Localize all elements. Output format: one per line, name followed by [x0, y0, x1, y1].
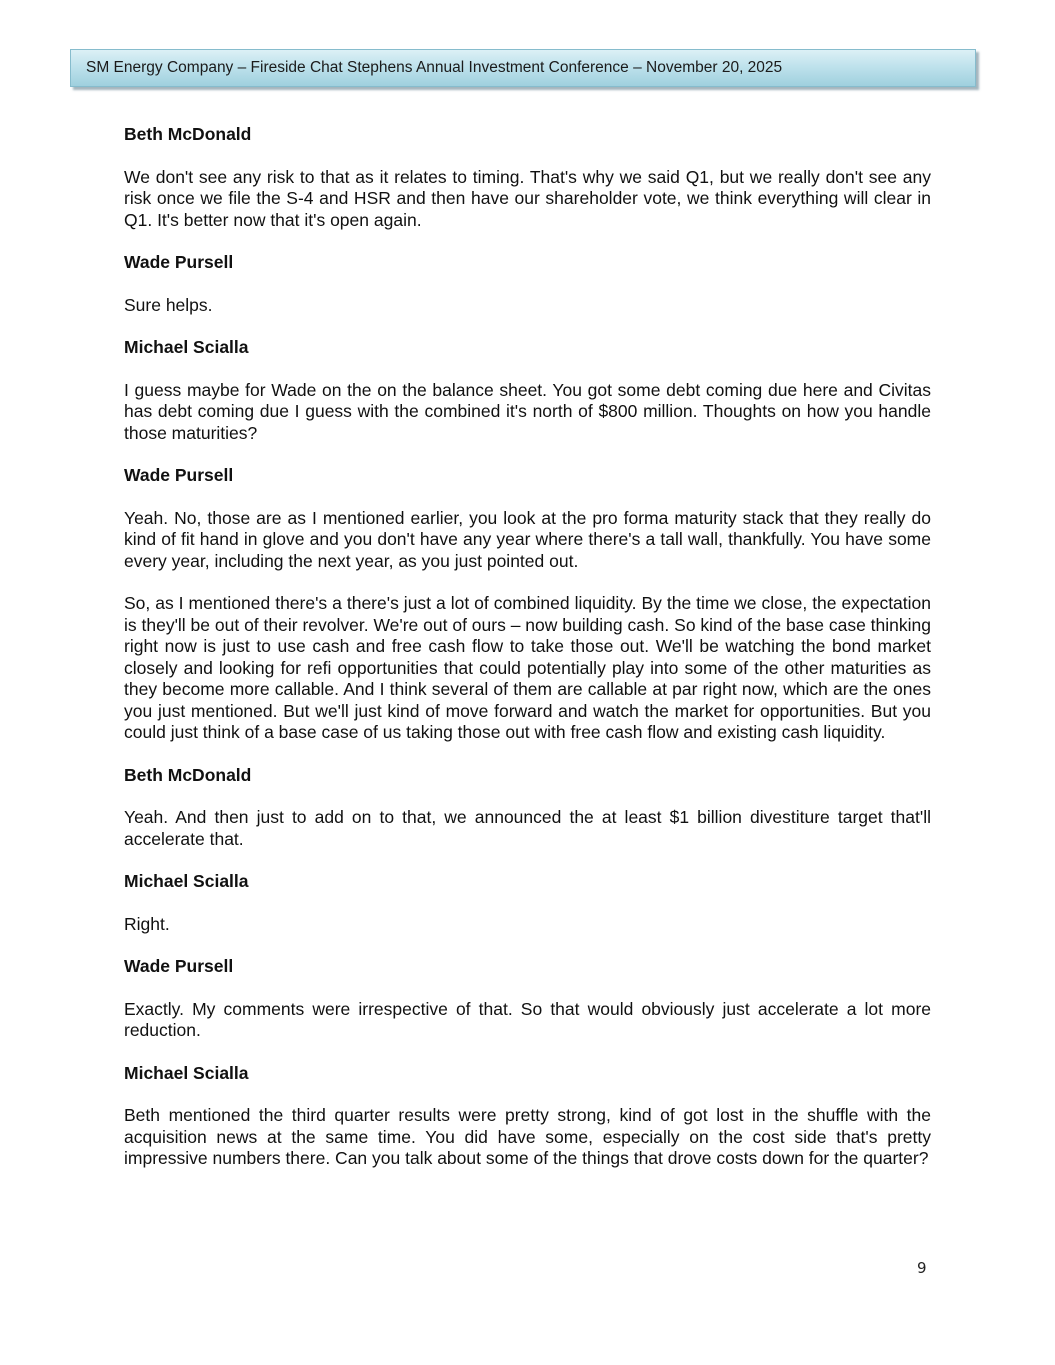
transcript-paragraph: Beth mentioned the third quarter results were pretty strong, kind of got lost in the shuffle with the acquisition news at the same time. You did have some, especially on the cost side that's pretty impressive numbers there. Can you talk about some of the things that drove costs down for the quarter? [124, 1105, 931, 1168]
transcript-paragraph: Yeah. And then just to add on to that, we announced the at least $1 billion divestiture target that'll accelerate that. [124, 807, 931, 849]
transcript-paragraph: Right. [124, 913, 170, 934]
speaker-name: Michael Scialla [124, 871, 249, 891]
speaker-name: Beth McDonald [124, 764, 252, 785]
transcript-paragraph: We don't see any risk to that as it relates to timing. That's why we said Q1, but we really don't see any risk once we file the S-4 and HSR and then have our shareholder vote, we think everything will clear in Q1. It's better now that it's open again. [124, 166, 931, 230]
speaker-name: Wade Pursell [124, 956, 234, 976]
speaker-name: Michael Scialla [124, 337, 249, 357]
page-number: 9 [917, 1259, 927, 1277]
header-banner [70, 49, 976, 87]
transcript-paragraph: I guess maybe for Wade on the on the balance sheet. You got some debt coming due here and Civitas has debt coming due I guess with the combined it's north of $800 million. Thoughts on how you handle those maturities? [124, 379, 931, 443]
speaker-name: Michael Scialla [124, 1062, 249, 1083]
transcript-paragraph: Sure helps. [124, 294, 213, 315]
transcript-paragraph: So, as I mentioned there's a there's just a lot of combined liquidity. By the time we close, the expectation is they'll be out of their revolver. We're out of ours – now building cash. So kind of the base case thinking right now is just to use cash and free cash flow to take those out. We'll be watching the bond market closely and looking for refi opportunities that could potentially play into some of the other maturities as they become more callable. And I think several of them are callable at par right now, which are the ones you just mentioned. But we'll just kind of move forward and watch the market for opportunities. But you could just think of a base case of us taking those out with free cash flow and existing cash liquidity. [124, 593, 931, 742]
transcript-paragraph: Exactly. My comments were irrespective of that. So that would obviously just accelerate a lot more reduction. [124, 998, 931, 1040]
speaker-name: Beth McDonald [124, 124, 252, 144]
transcript-paragraph: Yeah. No, those are as I mentioned earlier, you look at the pro forma maturity stack that they really do kind of fit hand in glove and you don't have any year where there's a tall wall, thankfully. You have some every year, including the next year, as you just pointed out. [124, 507, 931, 571]
transcript-body [124, 124, 931, 1191]
speaker-name: Wade Pursell [124, 252, 234, 272]
speaker-name: Wade Pursell [124, 465, 234, 485]
document-title: SM Energy Company – Fireside Chat Stephens Annual Investment Conference – November 20, 2025 [86, 59, 783, 76]
